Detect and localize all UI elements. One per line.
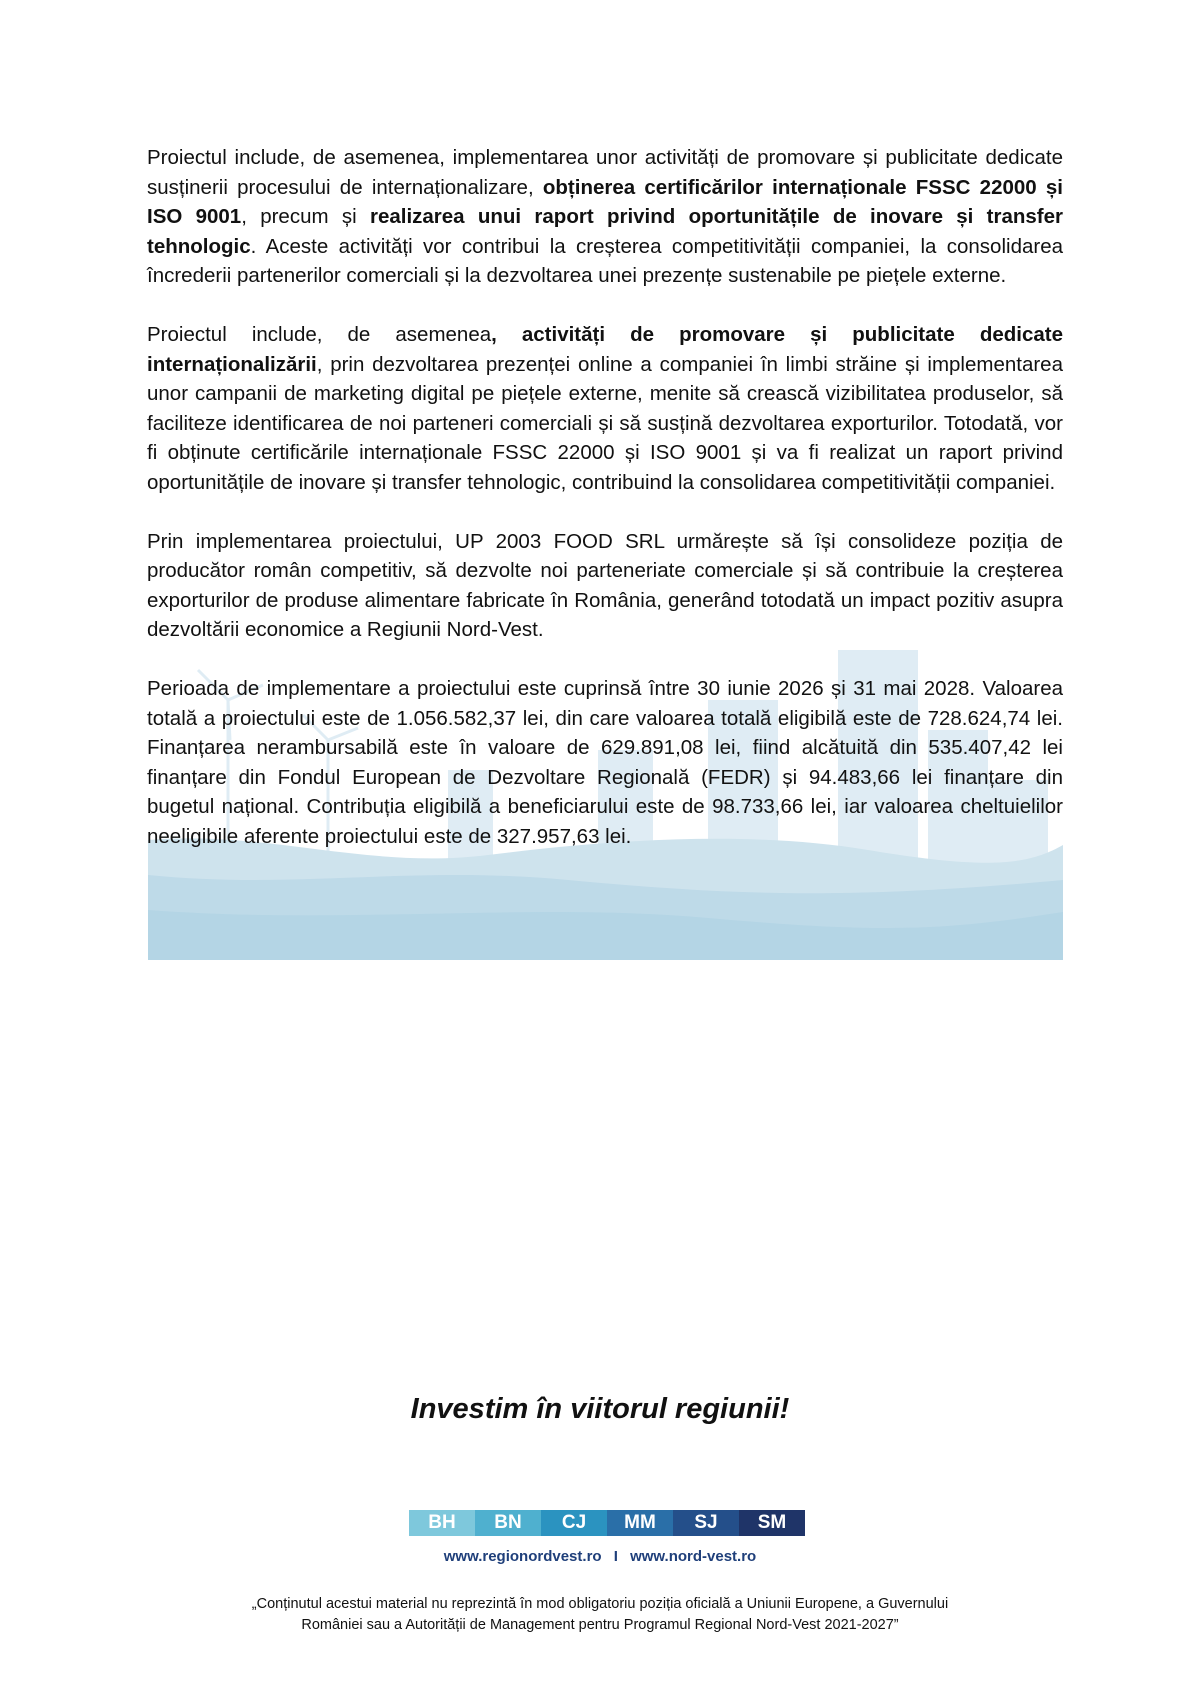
paragraph	[147, 527, 1063, 645]
paragraph	[147, 674, 1063, 852]
bold-text: obținerea certificărilor internaționale FSSC 22000 și ISO 9001	[147, 175, 1064, 229]
county-bar	[409, 1510, 805, 1536]
body-text	[147, 143, 1063, 880]
county-bn: BN	[475, 1510, 541, 1536]
text-run: . Aceste activități vor contribui la creșterea competitivității companiei, la consolidarea încrederii partenerilor comerciali și la dezvoltarea unei prezențe sustenabile pe piețele externe.	[147, 234, 1063, 288]
county-bh: BH	[409, 1510, 475, 1536]
link-separator: I	[613, 1548, 618, 1565]
text-run: , precum și	[241, 205, 370, 229]
paragraph	[147, 320, 1063, 498]
text-run: Proiectul include, de asemenea, implementarea unor activități de promovare și publicitate dedicate susținerii procesului de internaționalizare,	[147, 146, 1063, 199]
text-run: Prin implementarea proiectului, UP 2003 FOOD SRL urmărește să își consolideze poziția de producător român competitiv, să dezvolte noi parteneriate comerciale și să contribuie la creșterea exporturilor de produse alimentare fabricate în România, generând totodată un impact pozitiv asupra dezvoltării economice a Regiunii Nord-Vest.	[147, 529, 1063, 642]
text-run: Perioada de implementare a proiectului este cuprinsă între 30 iunie 2026 și 31 mai 2028. Valoarea totală a proiectului este de 1.056.582,37 lei, din care valoarea totală eligibilă este de 728.624,74 lei. Finanțarea nerambursabilă este în valoare de 629.891,08 lei, fiind alcătuită din 535.407,42 lei finanțare din Fondul European de Dezvoltare Regională (FEDR) și 94.483,66 lei finanțare din bugetul național. Contribuția eligibilă a beneficiarului este de 98.733,66 lei, iar valoarea cheltuielilor neeligibile aferente proiectului este de 327.957,63 lei.	[147, 676, 1063, 848]
bold-text: , activități de promovare și publicitate dedicate internaționalizării	[147, 322, 1063, 376]
paragraph	[147, 143, 1063, 291]
text-run: , prin dezvoltarea prezenței online a companiei în limbi străine și implementarea unor campanii de marketing digital pe piețele externe, menite să crească vizibilitatea produselor, să faciliteze identificarea de noi parteneri comerciali și să susțină dezvoltarea exporturilor. Totodată, vor fi obținute certificările internaționale FSSC 22000 și ISO 9001 și va fi realizat un raport privind oportunitățile de inovare și transfer tehnologic, contribuind la consolidarea competitivității companiei.	[147, 352, 1063, 494]
county-sj: SJ	[673, 1510, 739, 1536]
disclaimer-line: „Conținutul acestui material nu reprezintă în mod obligatoriu poziția oficială a Uniunii Europene, a Guvernului	[251, 1596, 949, 1612]
slogan: Investim în viitorul regiunii!	[410, 1393, 790, 1425]
bold-text: realizarea unui raport privind oportunitățile de inovare și transfer tehnologic	[147, 205, 1063, 258]
county-cj: CJ	[541, 1510, 607, 1536]
website-link-regionordvest[interactable]: www.regionordvest.ro	[443, 1548, 602, 1565]
disclaimer	[150, 1594, 1050, 1636]
website-links	[0, 1548, 1200, 1565]
website-link-nord-vest[interactable]: www.nord-vest.ro	[630, 1548, 757, 1565]
county-sm: SM	[739, 1510, 805, 1536]
text-run: Proiectul include, de asemenea	[147, 322, 492, 346]
disclaimer-line: României sau a Autorității de Management pentru Programul Regional Nord-Vest 2021-2027”	[301, 1617, 899, 1633]
county-mm: MM	[607, 1510, 673, 1536]
